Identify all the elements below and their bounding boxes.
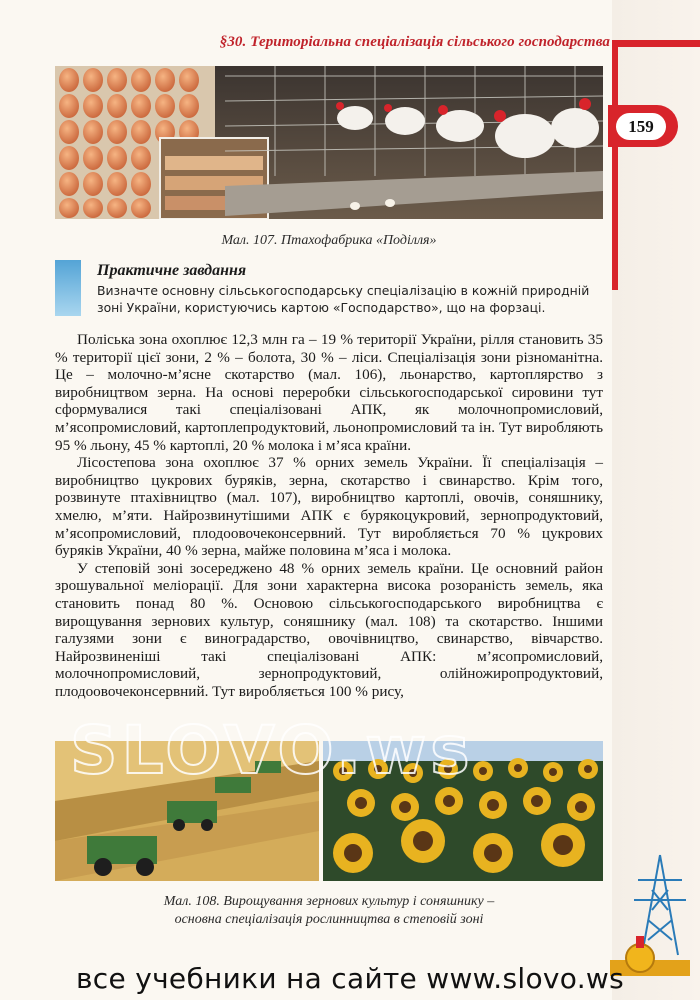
task-title: Практичне завдання [97, 262, 247, 279]
figure-108-caption-line-2: основна спеціалізація рослинництва в степовій зоні [174, 912, 484, 927]
poultry-farm-photo [55, 66, 603, 219]
poultry-farm-illustration [55, 66, 603, 219]
main-text [55, 331, 603, 700]
figure-107-caption: Мал. 107. Птахофабрика «Поділля» [221, 233, 437, 248]
header-rule [612, 40, 700, 47]
site-footer: все учебники на сайте www.slovo.ws [75, 962, 625, 995]
paragraph-polissia: Поліська зона охоплює 12,3 млн га – 19 % території України, рілля становить 35 % території цієї зони, 2 % – болота, 30 % – ліси. Спеціалізація зони різноманітна. Це – молочно-м’ясне скотарство (мал. 106), льонарство, картоплярство з виробництвом зерна. На основі переробки сільськогосподарської сировини тут сформувалися такі спеціалізовані АПК, як молочнопромисловий, м’ясопромисловий, картоплепродуктовий, льонопромисловий та ін. Тут виробляють 95 % льону, 45 % картоплі, 20 % молока і м’яса країни. [55, 331, 603, 454]
section-title: §30. Територіальна спеціалізація сільського господарства [219, 34, 610, 50]
figure-108-caption-line-1: Мал. 108. Вирощування зернових культур і соняшнику – [163, 894, 495, 909]
paragraph-forest-steppe: Лісостепова зона охоплює 37 % орних земель України. Її спеціалізація – виробництво цукрових буряків, зерна, скотарство і свинарство. Крім того, розвинуте птахівництво (мал. 107), виробництво картоплі, овочів, соняшнику, хмелю, м’яти. Найрозвинутішими АПК є бурякоцукровий, зернопродуктовий, м’ясопромисловий, плодоовочеконсервний. Тут виробляється 70 % цукрових буряків України, 40 % зерна, майже половина м’яса і молока. [55, 454, 603, 560]
figure-108-caption [55, 893, 603, 929]
paragraph-steppe: У степовій зоні зосереджено 48 % орних земель країни. Це основний район зрошувальної меліорації. Для зони характерна висока розораність земель, яка становить понад 80 %. Основою сільськогосподарського виробництва є вирощування зернових культур, соняшнику (мал. 108) та скотарство. Іншими галузями зони є виноградарство, овочівництво, свинарство, вівчарство. Найрозвиненіші такі спеціалізовані АПК: м’ясопромисловий, молочнопромисловий, зернопродуктовий, олійножиропродуктовий, плодоовочеконсервний. Тут виробляється 100 % рису, [55, 559, 603, 700]
watermark: SLOVO.ws [70, 712, 474, 789]
page-number: 159 [616, 113, 666, 140]
task-text: Визначте основну сільськогосподарську спеціалізацію в кожній природній зоні України, користуючись картою «Господарство», що на форзаці. [97, 283, 590, 315]
margin-rule [612, 40, 618, 290]
task-accent-bar [55, 260, 81, 316]
